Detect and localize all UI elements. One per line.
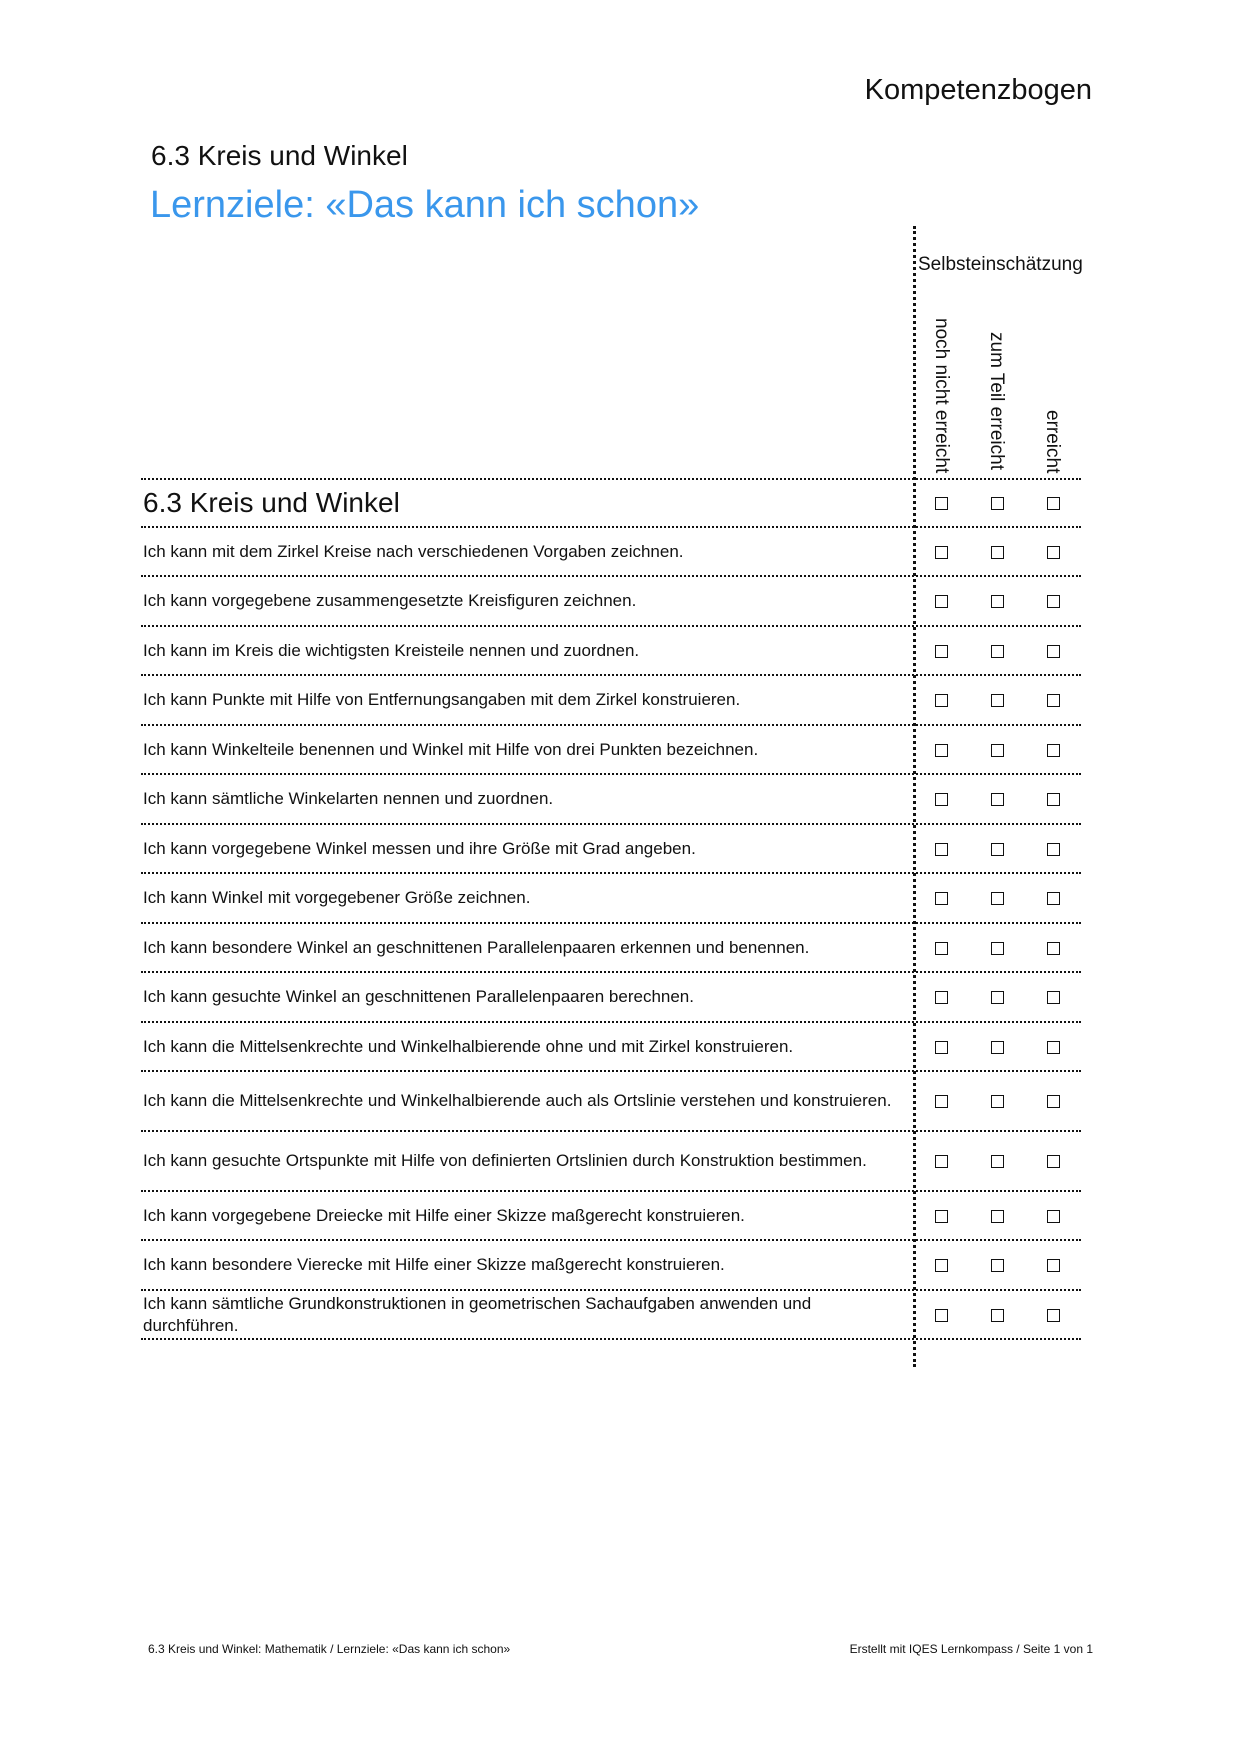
checkbox-achieved-icon[interactable]: [1047, 892, 1060, 905]
checkbox-partly-achieved-icon[interactable]: [991, 1210, 1004, 1223]
checkbox-achieved-icon[interactable]: [1047, 1309, 1060, 1322]
learning-goal-text: Ich kann Winkelteile benennen und Winkel mit Hilfe von drei Punkten bezeichnen.: [143, 739, 759, 759]
learning-goal-text: Ich kann Punkte mit Hilfe von Entfernungsangaben mit dem Zirkel konstruieren.: [143, 690, 741, 709]
table-row: [141, 775, 1081, 825]
checkbox-achieved-icon[interactable]: [1047, 1095, 1060, 1108]
checkbox-partly-achieved-icon[interactable]: [991, 793, 1004, 806]
checkbox-partly-achieved-icon[interactable]: [991, 1155, 1004, 1168]
checkbox-not-achieved-icon[interactable]: [935, 843, 948, 856]
checkbox-achieved-icon[interactable]: [1047, 744, 1060, 757]
learning-goal-text: Ich kann sämtliche Grundkonstruktionen in geometrischen Sachaufgaben anwenden und durchführen.: [143, 1293, 812, 1335]
checkbox-not-achieved-icon[interactable]: [935, 645, 948, 658]
table-row: [141, 1072, 1081, 1132]
checkbox-partly-achieved-icon[interactable]: [991, 942, 1004, 955]
assessment-checkboxes: [913, 1241, 1081, 1289]
checkbox-not-achieved-icon[interactable]: [935, 1155, 948, 1168]
assessment-checkboxes: [913, 825, 1081, 872]
table-row: [141, 1132, 1081, 1192]
competency-table: [141, 478, 1081, 1340]
checkbox-partly-achieved-icon[interactable]: [991, 1041, 1004, 1054]
checkbox-achieved-icon[interactable]: [1047, 595, 1060, 608]
checkbox-achieved-icon[interactable]: [1047, 1210, 1060, 1223]
page-title: Lernziele: «Das kann ich schon»: [150, 184, 700, 226]
table-row: [141, 1023, 1081, 1072]
checkbox-not-achieved-icon[interactable]: [935, 942, 948, 955]
checkbox-not-achieved-icon[interactable]: [935, 892, 948, 905]
learning-goal-text: Ich kann gesuchte Winkel an geschnittenen Parallelenpaaren berechnen.: [143, 987, 694, 1006]
table-row: [141, 528, 1081, 577]
checkbox-partly-achieved-icon[interactable]: [991, 843, 1004, 856]
checkbox-achieved-icon[interactable]: [1047, 1041, 1060, 1054]
table-row: [141, 577, 1081, 627]
checkbox-achieved-icon[interactable]: [1047, 1259, 1060, 1272]
assessment-checkboxes: [913, 1072, 1081, 1130]
checkbox-partly-achieved-icon[interactable]: [991, 991, 1004, 1004]
assessment-checkboxes: [913, 627, 1081, 674]
checkbox-not-achieved-icon[interactable]: [935, 1210, 948, 1223]
checkbox-achieved-icon[interactable]: [1047, 991, 1060, 1004]
assessment-checkboxes: [913, 577, 1081, 625]
assessment-checkboxes: [913, 1132, 1081, 1190]
checkbox-partly-achieved-icon[interactable]: [991, 892, 1004, 905]
assessment-checkboxes: [913, 775, 1081, 823]
checkbox-not-achieved-icon[interactable]: [935, 991, 948, 1004]
table-row: [141, 676, 1081, 726]
section-heading: 6.3 Kreis und Winkel: [143, 487, 400, 518]
checkbox-achieved-icon[interactable]: [1047, 942, 1060, 955]
assessment-checkboxes: [913, 1192, 1081, 1239]
assessment-checkboxes: [913, 1291, 1081, 1338]
table-row: [141, 1192, 1081, 1241]
table-row: [141, 973, 1081, 1023]
checkbox-achieved-icon[interactable]: [1047, 793, 1060, 806]
learning-goal-text: Ich kann Winkel mit vorgegebener Größe zeichnen.: [143, 888, 531, 907]
checkbox-not-achieved-icon[interactable]: [935, 595, 948, 608]
checkbox-not-achieved-icon[interactable]: [935, 1259, 948, 1272]
checkbox-achieved-icon[interactable]: [1047, 546, 1060, 559]
checkbox-not-achieved-icon[interactable]: [935, 744, 948, 757]
checkbox-achieved-icon[interactable]: [1047, 645, 1060, 658]
assessment-checkboxes: [913, 480, 1081, 526]
self-assessment-label: Selbsteinschätzung: [918, 254, 1083, 275]
checkbox-partly-achieved-icon[interactable]: [991, 497, 1004, 510]
assessment-checkboxes: [913, 874, 1081, 922]
learning-goal-text: Ich kann besondere Vierecke mit Hilfe einer Skizze maßgerecht konstruieren.: [143, 1255, 725, 1274]
section-heading-row: [141, 478, 1081, 528]
learning-goal-text: Ich kann die Mittelsenkrechte und Winkelhalbierende auch als Ortslinie verstehen und konstruieren.: [143, 1091, 892, 1110]
checkbox-partly-achieved-icon[interactable]: [991, 546, 1004, 559]
checkbox-not-achieved-icon[interactable]: [935, 1041, 948, 1054]
column-header-achieved: erreicht: [1042, 410, 1063, 474]
assessment-checkboxes: [913, 676, 1081, 724]
checkbox-not-achieved-icon[interactable]: [935, 1309, 948, 1322]
learning-goal-text: Ich kann die Mittelsenkrechte und Winkelhalbierende ohne und mit Zirkel konstruieren.: [143, 1036, 794, 1056]
column-header-not-achieved: noch nicht erreicht: [931, 318, 952, 474]
checkbox-not-achieved-icon[interactable]: [935, 546, 948, 559]
learning-goal-text: Ich kann vorgegebene zusammengesetzte Kreisfiguren zeichnen.: [143, 591, 637, 610]
document-type: Kompetenzbogen: [864, 74, 1092, 106]
checkbox-partly-achieved-icon[interactable]: [991, 645, 1004, 658]
checkbox-partly-achieved-icon[interactable]: [991, 1309, 1004, 1322]
subject-title: 6.3 Kreis und Winkel: [151, 140, 408, 171]
learning-goal-text: Ich kann gesuchte Ortspunkte mit Hilfe von definierten Ortslinien durch Konstruktion bestimmen.: [143, 1151, 867, 1170]
learning-goal-text: Ich kann besondere Winkel an geschnittenen Parallelenpaaren erkennen und benennen.: [143, 937, 810, 957]
table-row: [141, 874, 1081, 924]
checkbox-partly-achieved-icon[interactable]: [991, 744, 1004, 757]
checkbox-partly-achieved-icon[interactable]: [991, 595, 1004, 608]
learning-goal-text: Ich kann vorgegebene Winkel messen und ihre Größe mit Grad angeben.: [143, 838, 696, 858]
checkbox-partly-achieved-icon[interactable]: [991, 1259, 1004, 1272]
checkbox-not-achieved-icon[interactable]: [935, 694, 948, 707]
learning-goal-text: Ich kann im Kreis die wichtigsten Kreisteile nennen und zuordnen.: [143, 640, 640, 660]
checkbox-achieved-icon[interactable]: [1047, 1155, 1060, 1168]
footer-left: 6.3 Kreis und Winkel: Mathematik / Lernziele: «Das kann ich schon»: [148, 1642, 511, 1656]
footer-right: Erstellt mit IQES Lernkompass / Seite 1 von 1: [849, 1642, 1093, 1656]
checkbox-partly-achieved-icon[interactable]: [991, 1095, 1004, 1108]
assessment-checkboxes: [913, 924, 1081, 971]
checkbox-achieved-icon[interactable]: [1047, 694, 1060, 707]
checkbox-partly-achieved-icon[interactable]: [991, 694, 1004, 707]
checkbox-not-achieved-icon[interactable]: [935, 1095, 948, 1108]
table-row: [141, 627, 1081, 676]
checkbox-achieved-icon[interactable]: [1047, 843, 1060, 856]
assessment-checkboxes: [913, 726, 1081, 773]
table-row: [141, 924, 1081, 973]
assessment-checkboxes: [913, 973, 1081, 1021]
checkbox-not-achieved-icon[interactable]: [935, 497, 948, 510]
learning-goal-text: Ich kann vorgegebene Dreiecke mit Hilfe einer Skizze maßgerecht konstruieren.: [143, 1205, 745, 1225]
learning-goal-text: Ich kann sämtliche Winkelarten nennen und zuordnen.: [143, 789, 554, 808]
table-row: [141, 1241, 1081, 1291]
learning-goal-text: Ich kann mit dem Zirkel Kreise nach verschiedenen Vorgaben zeichnen.: [143, 541, 684, 561]
assessment-checkboxes: [913, 528, 1081, 575]
table-row: [141, 825, 1081, 874]
assessment-checkboxes: [913, 1023, 1081, 1070]
column-header-partly-achieved: zum Teil erreicht: [986, 332, 1007, 470]
checkbox-achieved-icon[interactable]: [1047, 497, 1060, 510]
checkbox-not-achieved-icon[interactable]: [935, 793, 948, 806]
table-row: [141, 726, 1081, 775]
table-row: [141, 1291, 1081, 1340]
